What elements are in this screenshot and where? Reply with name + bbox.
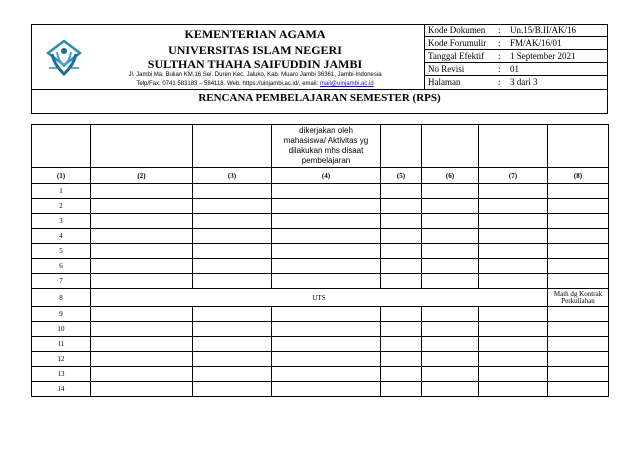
meta-row-no-revisi [425, 63, 608, 76]
column-header-row [32, 168, 609, 184]
week-number: 14 [32, 382, 91, 397]
table-cell [381, 199, 422, 214]
meta-sep: : [498, 25, 501, 35]
column-header: (6) [422, 168, 479, 184]
table-cell [548, 125, 609, 168]
table-row [32, 307, 609, 322]
table-cell [479, 229, 548, 244]
note-line: Perkuliahan [561, 296, 595, 305]
meta-label: Halaman [428, 77, 461, 87]
meta-row-halaman [425, 76, 608, 90]
table-cell [272, 214, 381, 229]
table-cell [422, 244, 479, 259]
meta-value: 01 [510, 64, 519, 74]
desc-line: dilakukan mhs disaat [288, 146, 364, 155]
desc-line: pembelajaran [301, 156, 351, 165]
table-cell [422, 259, 479, 274]
table-cell [479, 382, 548, 397]
column-header: (3) [193, 168, 272, 184]
university-name: UNIVERSITAS ISLAM NEGERI [168, 43, 342, 57]
column-header: (7) [479, 168, 548, 184]
week-number: 8 [32, 289, 91, 307]
table-row [32, 184, 609, 199]
document-meta-panel [425, 24, 608, 90]
week-number: 6 [32, 259, 91, 274]
table-cell [479, 199, 548, 214]
column-header: (4) [272, 168, 381, 184]
table-cell [381, 125, 422, 168]
uts-note-cell [548, 289, 609, 307]
table-cell [422, 214, 479, 229]
table-row [32, 382, 609, 397]
desc-line: dikerjakan oleh [299, 126, 353, 135]
uts-cell: UTS [91, 289, 548, 307]
table-cell [193, 307, 272, 322]
week-number: 12 [32, 352, 91, 367]
table-cell [272, 274, 381, 289]
table-row [32, 367, 609, 382]
table-cell [193, 199, 272, 214]
meta-sep: : [498, 38, 501, 48]
table-cell [272, 367, 381, 382]
table-row [32, 274, 609, 289]
table-cell [479, 322, 548, 337]
table-cell [422, 382, 479, 397]
meta-label: Kode Dokumen [428, 25, 486, 35]
table-cell [479, 259, 548, 274]
table-row [32, 214, 609, 229]
table-cell [548, 274, 609, 289]
uts-row [32, 289, 609, 307]
meta-sep: : [498, 77, 501, 87]
table-cell [193, 274, 272, 289]
table-cell [479, 244, 548, 259]
table-cell [193, 125, 272, 168]
table-cell [193, 259, 272, 274]
table-cell [91, 322, 193, 337]
table-cell [548, 229, 609, 244]
table-row [32, 229, 609, 244]
table-cell [548, 382, 609, 397]
table-cell [91, 214, 193, 229]
table-cell [381, 367, 422, 382]
table-cell [422, 307, 479, 322]
table-cell [193, 352, 272, 367]
meta-value: 3 dari 3 [510, 77, 538, 87]
table-cell [422, 367, 479, 382]
table-cell [193, 244, 272, 259]
table-cell [381, 322, 422, 337]
table-cell [91, 125, 193, 168]
table-cell [548, 199, 609, 214]
meta-label: No Revisi [428, 64, 465, 74]
table-cell [91, 229, 193, 244]
table-cell [193, 367, 272, 382]
rps-table [31, 124, 609, 397]
table-cell [91, 367, 193, 382]
table-row [32, 259, 609, 274]
meta-value: Un.15/B.II/AK/16 [510, 25, 576, 35]
meta-value: FM/AK/16/01 [510, 38, 562, 48]
table-cell [193, 214, 272, 229]
table-cell [422, 337, 479, 352]
column-header: (5) [381, 168, 422, 184]
table-cell [548, 307, 609, 322]
table-cell [422, 229, 479, 244]
table-cell [422, 125, 479, 168]
document-title: RENCANA PEMBELAJARAN SEMESTER (RPS) [198, 92, 441, 104]
table-cell [479, 307, 548, 322]
table-cell [272, 337, 381, 352]
table-cell [548, 337, 609, 352]
table-cell [422, 199, 479, 214]
week-number: 10 [32, 322, 91, 337]
table-cell [479, 367, 548, 382]
table-cell [91, 307, 193, 322]
table-cell [548, 367, 609, 382]
address-line: Jl. Jambi Ma. Bulian KM.16 Sei. Duren Kec. Jaluko, Kab. Muaro Jambi 36361, Jambi-Indonesia [128, 72, 382, 78]
table-cell [272, 184, 381, 199]
table-cell [193, 322, 272, 337]
table-cell [548, 244, 609, 259]
table-row [32, 125, 609, 168]
table-cell [381, 184, 422, 199]
table-cell [479, 352, 548, 367]
table-cell [548, 184, 609, 199]
table-cell [193, 184, 272, 199]
table-cell [91, 382, 193, 397]
column-header: (2) [91, 168, 193, 184]
table-cell [381, 307, 422, 322]
table-cell [193, 382, 272, 397]
table-cell [272, 322, 381, 337]
note-line: Math dg Kontrak [553, 289, 603, 298]
meta-label: Tanggal Efektif [428, 51, 485, 61]
table-cell [272, 307, 381, 322]
table-cell [272, 259, 381, 274]
table-cell [381, 229, 422, 244]
week-number: 11 [32, 337, 91, 352]
table-cell [91, 352, 193, 367]
meta-value: 1 September 2021 [510, 51, 576, 61]
table-cell [479, 337, 548, 352]
table-cell [381, 244, 422, 259]
table-cell [91, 199, 193, 214]
university-subname: SULTHAN THAHA SAIFUDDIN JAMBI [147, 57, 363, 71]
university-logo-icon [44, 38, 84, 78]
week-number: 2 [32, 199, 91, 214]
week-number: 13 [32, 367, 91, 382]
table-cell [381, 274, 422, 289]
column-header: (1) [32, 168, 91, 184]
table-cell [91, 184, 193, 199]
meta-label: Kode Forumulir [428, 38, 487, 48]
table-cell [548, 259, 609, 274]
table-cell [479, 125, 548, 168]
table-cell [91, 244, 193, 259]
table-cell [422, 322, 479, 337]
table-cell [193, 337, 272, 352]
table-cell [272, 229, 381, 244]
table-row [32, 322, 609, 337]
table-cell [91, 337, 193, 352]
table-cell [381, 352, 422, 367]
table-cell [91, 274, 193, 289]
table-cell [272, 244, 381, 259]
table-cell [272, 199, 381, 214]
meta-row-kode-formulir [425, 37, 608, 50]
table-cell [272, 382, 381, 397]
week-number: 9 [32, 307, 91, 322]
table-row [32, 199, 609, 214]
meta-row-tanggal-efektif [425, 50, 608, 63]
contact-text: Telp/Fax: 0741 583183 – 584118. Web. https://uinjambi.ac.id/, email: [136, 81, 320, 87]
meta-sep: : [498, 51, 501, 61]
table-cell [193, 229, 272, 244]
week-number: 1 [32, 184, 91, 199]
table-cell [422, 184, 479, 199]
column-header: (8) [548, 168, 609, 184]
ministry-name: KEMENTERIAN AGAMA [184, 27, 326, 41]
table-cell [381, 214, 422, 229]
table-cell [422, 352, 479, 367]
week-number: 3 [32, 214, 91, 229]
desc-line: mahasiswa/ Aktivitas yg [283, 136, 369, 145]
table-cell [381, 337, 422, 352]
table-cell [479, 274, 548, 289]
week-number: 4 [32, 229, 91, 244]
table-cell [381, 259, 422, 274]
table-cell [381, 382, 422, 397]
table-cell [32, 125, 91, 168]
week-number: 5 [32, 244, 91, 259]
table-cell [422, 274, 479, 289]
meta-row-kode-dokumen [425, 24, 608, 37]
table-row [32, 352, 609, 367]
table-cell [479, 184, 548, 199]
meta-sep: : [498, 64, 501, 74]
table-cell [548, 352, 609, 367]
table-cell [548, 322, 609, 337]
table-cell [548, 214, 609, 229]
activity-description-cell [272, 125, 381, 168]
contact-line [90, 81, 420, 87]
email-link[interactable]: mail@uinjambi.ac.id [319, 81, 374, 87]
table-cell [91, 259, 193, 274]
table-row [32, 244, 609, 259]
table-row [32, 337, 609, 352]
week-number: 7 [32, 274, 91, 289]
table-cell [272, 352, 381, 367]
table-cell [479, 214, 548, 229]
